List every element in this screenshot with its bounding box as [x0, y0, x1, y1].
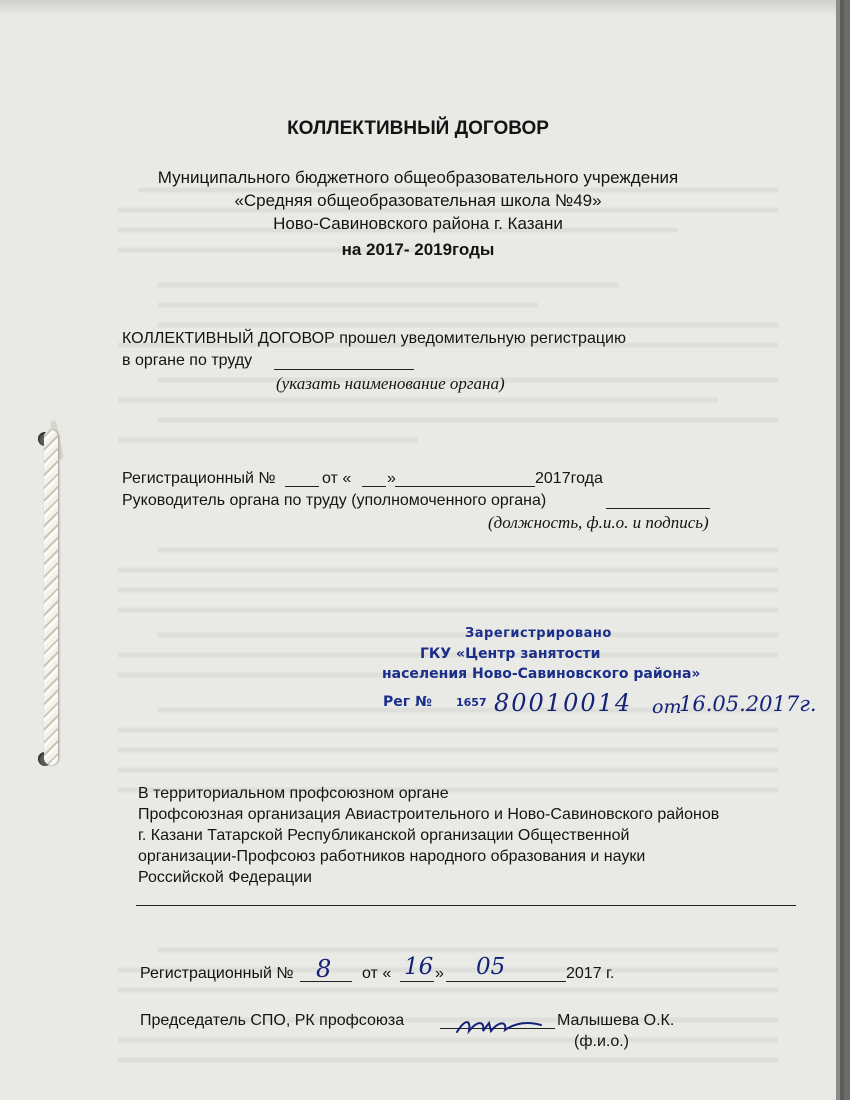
- union-year: 2017 г.: [566, 965, 615, 982]
- union-fio-hint: (ф.и.о.): [574, 1033, 629, 1050]
- stamp-line-3: населения Ново-Савиновского района»: [382, 666, 701, 682]
- labor-year: 2017года: [535, 470, 603, 487]
- org-line-2: «Средняя общеобразовательная школа №49»: [234, 191, 602, 210]
- labor-registration-line-2: в органе по труду: [122, 352, 253, 369]
- union-month: 05: [476, 954, 506, 980]
- labor-registration-line-1: КОЛЛЕКТИВНЫЙ ДОГОВОР прошел уведомительную регистрацию: [122, 330, 626, 347]
- union-reg-number: 8: [316, 955, 332, 983]
- union-date-from: от «: [362, 965, 392, 982]
- show-through-texture: [118, 150, 798, 1090]
- union-line-1: В территориальном профсоюзном органе: [138, 785, 449, 802]
- binding-twine: [44, 430, 58, 765]
- labor-date-quote: »: [387, 470, 396, 487]
- union-chair-name: Малышева О.К.: [557, 1012, 675, 1029]
- labor-month-blank: [395, 486, 535, 487]
- org-line-3: Ново-Савиновского района г. Казани: [273, 214, 563, 233]
- union-line-4: организации-Профсоюз работников народного образования и науки: [138, 848, 646, 865]
- labor-signature-hint: (должность, ф.и.о. и подпись): [488, 513, 709, 532]
- stamp-line-2: ГКУ «Центр занятости: [420, 646, 601, 662]
- stamp-reg-prefix: 1657: [456, 696, 487, 709]
- chair-signature: [455, 1017, 545, 1037]
- labor-day-blank: [362, 486, 386, 487]
- union-day: 16: [404, 954, 434, 980]
- labor-head-blank: [606, 508, 710, 509]
- labor-organ-hint: (указать наименование органа): [276, 374, 505, 393]
- union-reg-number-label: Регистрационный №: [140, 965, 294, 982]
- labor-date-from: от «: [322, 470, 352, 487]
- union-day-blank: [400, 981, 434, 982]
- stamp-line-1: Зарегистрировано: [465, 626, 612, 641]
- union-month-blank: [446, 981, 566, 982]
- org-line-1: Муниципального бюджетного общеобразовательного учреждения: [157, 168, 679, 187]
- union-chair-label: Председатель СПО, РК профсоюза: [140, 1012, 405, 1029]
- contract-period: на 2017- 2019годы: [341, 240, 495, 259]
- union-separator: [136, 905, 796, 906]
- labor-reg-number-blank: [285, 486, 319, 487]
- union-date-quote: »: [435, 965, 444, 982]
- labor-head-label: Руководитель органа по труду (уполномоченного органа): [122, 492, 547, 509]
- union-line-5: Российской Федерации: [138, 869, 312, 886]
- page-fold: [0, 0, 836, 16]
- labor-organ-blank: [274, 369, 414, 370]
- union-line-3: г. Казани Татарской Республиканской организации Общественной: [138, 827, 630, 844]
- stamp-date-prefix: от: [652, 696, 682, 718]
- union-line-2: Профсоюзная организация Авиастроительного и Ново-Савиновского районов: [138, 806, 720, 823]
- stamp-reg-number: 80010014: [494, 689, 633, 717]
- stamp-reg-label: Рег №: [383, 694, 432, 710]
- show-through-lines: [118, 150, 798, 1090]
- labor-reg-number-label: Регистрационный №: [122, 470, 276, 487]
- stamp-date: 16.05.2017г.: [679, 692, 817, 716]
- document-title: КОЛЛЕКТИВНЫЙ ДОГОВОР: [287, 118, 549, 139]
